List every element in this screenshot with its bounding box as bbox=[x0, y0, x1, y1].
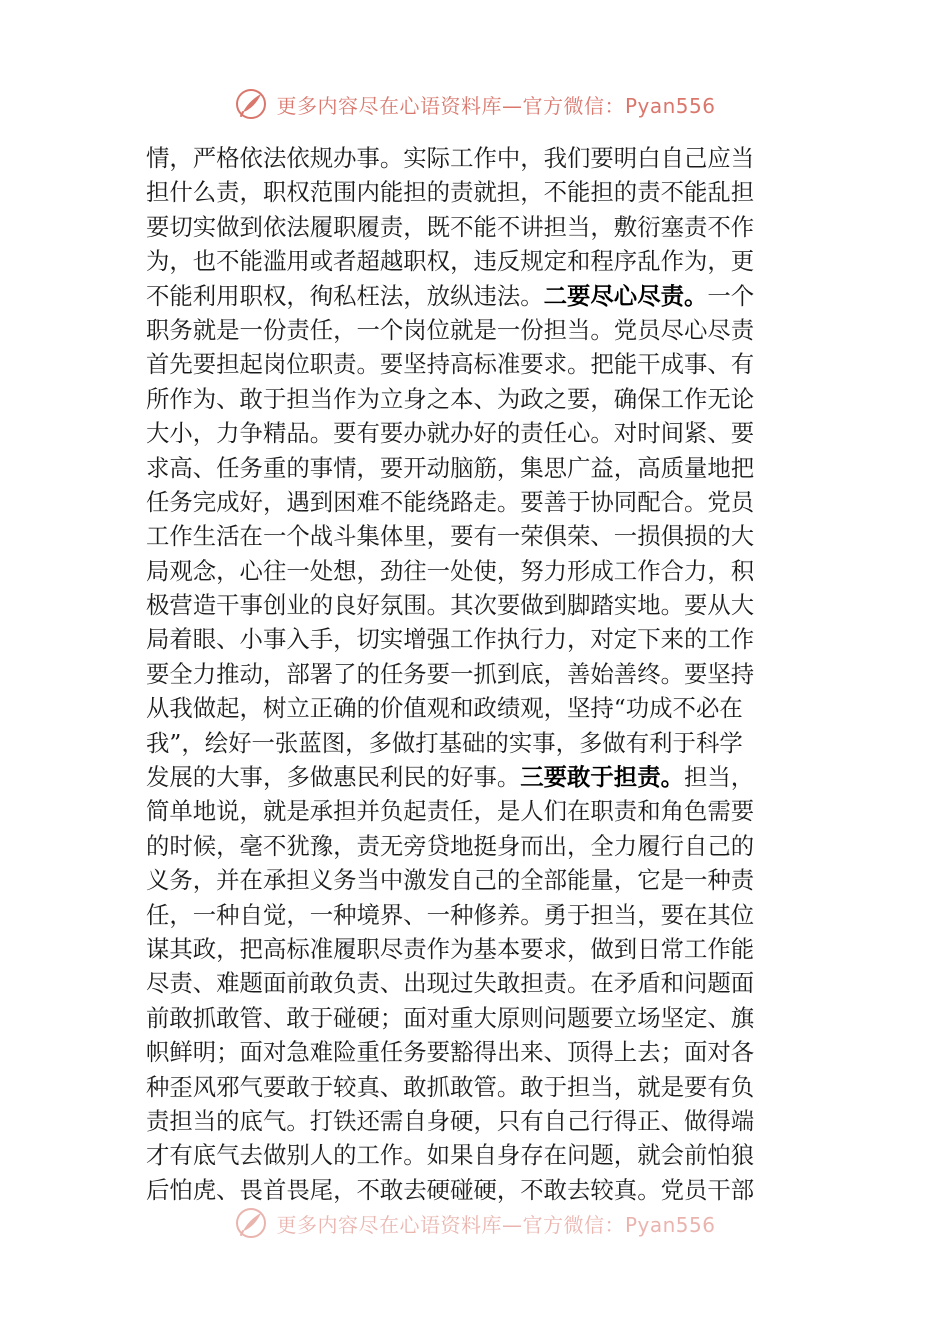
watermark-text: 更多内容尽在心语资料库—官方微信：Pyan556 bbox=[276, 93, 716, 118]
text-line bbox=[146, 932, 806, 966]
text-segment: 局观念，心往一处想，劲往一处使，努力形成工作合力，积 bbox=[146, 556, 755, 585]
text-line bbox=[146, 1138, 806, 1172]
text-segment: 为，也不能滥用或者超越职权，违反规定和程序乱作为，更 bbox=[146, 247, 755, 276]
text-segment: 求高、任务重的事情，要开动脑筋，集思广益，高质量地把 bbox=[146, 453, 755, 482]
text-line bbox=[146, 210, 806, 244]
text-segment: 帜鲜明；面对急难险重任务要豁得出来、顶得上去；面对各 bbox=[146, 1038, 755, 1067]
text-line bbox=[146, 1173, 806, 1207]
quill-pen-logo-icon bbox=[234, 1206, 268, 1240]
text-segment: 首先要担起岗位职责。要坚持高标准要求。把能干成事、有 bbox=[146, 350, 755, 379]
text-segment: 的时候，毫不犹豫，责无旁贷地挺身而出，全力履行自己的 bbox=[146, 831, 755, 860]
text-line bbox=[146, 554, 806, 588]
text-line bbox=[146, 726, 806, 760]
document-body bbox=[146, 141, 806, 1207]
text-line bbox=[146, 1070, 806, 1104]
text-line bbox=[146, 829, 806, 863]
text-segment: 从我做起，树立正确的价值观和政绩观，坚持“功成不必在 bbox=[146, 694, 743, 723]
text-segment: 义务，并在承担义务当中激发自己的全部能量，它是一种责 bbox=[146, 866, 755, 895]
text-line bbox=[146, 863, 806, 897]
text-segment: 情，严格依法依规办事。实际工作中，我们要明白自己应当 bbox=[146, 144, 755, 172]
text-segment: 我”，绘好一张蓝图，多做打基础的实事，多做有利于科学 bbox=[146, 728, 743, 757]
text-line bbox=[146, 519, 806, 553]
text-segment: 担当， bbox=[683, 763, 755, 792]
text-line bbox=[146, 622, 806, 656]
text-segment: 职务就是一份责任，一个岗位就是一份担当。党员尽心尽责 bbox=[146, 315, 755, 344]
text-line bbox=[146, 588, 806, 622]
text-segment: 前敢抓敢管、敢于碰硬；面对重大原则问题要立场坚定、旗 bbox=[146, 1003, 755, 1032]
text-segment: 要全力推动，部署了的任务要一抓到底，善始善终。要坚持 bbox=[146, 659, 755, 688]
text-line bbox=[146, 382, 806, 416]
text-line bbox=[146, 657, 806, 691]
text-segment: 所作为、敢于担当作为立身之本、为政之要，确保工作无论 bbox=[146, 384, 755, 413]
text-segment: 简单地说，就是承担并负起责任，是人们在职责和角色需要 bbox=[146, 797, 755, 826]
text-segment: 一个 bbox=[707, 281, 755, 310]
text-segment: 才有底气去做别人的工作。如果自身存在问题，就会前怕狼 bbox=[146, 1141, 755, 1170]
text-segment: 任务完成好，遇到困难不能绕路走。要善于协同配合。党员 bbox=[146, 487, 755, 516]
header-watermark bbox=[0, 84, 950, 124]
text-line bbox=[146, 347, 806, 381]
text-segment: 发展的大事，多做惠民利民的好事。 bbox=[146, 763, 521, 792]
text-segment: 要切实做到依法履职履责，既不能不讲担当，敷衍塞责不作 bbox=[146, 212, 755, 241]
text-line bbox=[146, 966, 806, 1000]
text-line bbox=[146, 1035, 806, 1069]
text-line bbox=[146, 794, 806, 828]
text-line bbox=[146, 279, 806, 313]
text-line bbox=[146, 313, 806, 347]
text-line bbox=[146, 485, 806, 519]
text-line bbox=[146, 1104, 806, 1138]
text-segment: 工作生活在一个战斗集体里，要有一荣俱荣、一损俱损的大 bbox=[146, 522, 755, 551]
text-segment: 大小，力争精品。要有要办就办好的责任心。对时间紧、要 bbox=[146, 419, 755, 448]
emphasis-heading: 二要尽心尽责。 bbox=[543, 281, 708, 310]
text-segment: 极营造干事创业的良好氛围。其次要做到脚踏实地。要从大 bbox=[146, 591, 755, 620]
text-segment: 尽责、难题面前敢负责、出现过失敢担责。在矛盾和问题面 bbox=[146, 969, 755, 998]
text-line bbox=[146, 244, 806, 278]
text-line bbox=[146, 175, 806, 209]
text-line bbox=[146, 691, 806, 725]
text-line bbox=[146, 760, 806, 794]
text-line bbox=[146, 1001, 806, 1035]
text-segment: 不能利用职权，徇私枉法，放纵违法。 bbox=[146, 281, 544, 310]
text-line bbox=[146, 898, 806, 932]
watermark-text: 更多内容尽在心语资料库—官方微信：Pyan556 bbox=[276, 1212, 716, 1237]
text-line bbox=[146, 451, 806, 485]
text-line bbox=[146, 416, 806, 450]
text-line bbox=[146, 141, 806, 175]
footer-watermark bbox=[0, 1203, 950, 1243]
text-segment: 后怕虎、畏首畏尾，不敢去硬碰硬，不敢去较真。党员干部 bbox=[146, 1175, 755, 1204]
text-segment: 谋其政，把高标准履职尽责作为基本要求，做到日常工作能 bbox=[146, 934, 755, 963]
text-segment: 任，一种自觉，一种境界、一种修养。勇于担当，要在其位 bbox=[146, 900, 755, 929]
text-segment: 担什么责，职权范围内能担的责就担，不能担的责不能乱担 bbox=[146, 178, 755, 207]
text-segment: 种歪风邪气要敢于较真、敢抓敢管。敢于担当，就是要有负 bbox=[146, 1072, 755, 1101]
emphasis-heading: 三要敢于担责。 bbox=[520, 763, 684, 792]
text-segment: 局着眼、小事入手，切实增强工作执行力，对定下来的工作 bbox=[146, 625, 755, 654]
text-segment: 责担当的底气。打铁还需自身硬，只有自己行得正、做得端 bbox=[146, 1106, 755, 1135]
quill-pen-logo-icon bbox=[234, 87, 268, 121]
